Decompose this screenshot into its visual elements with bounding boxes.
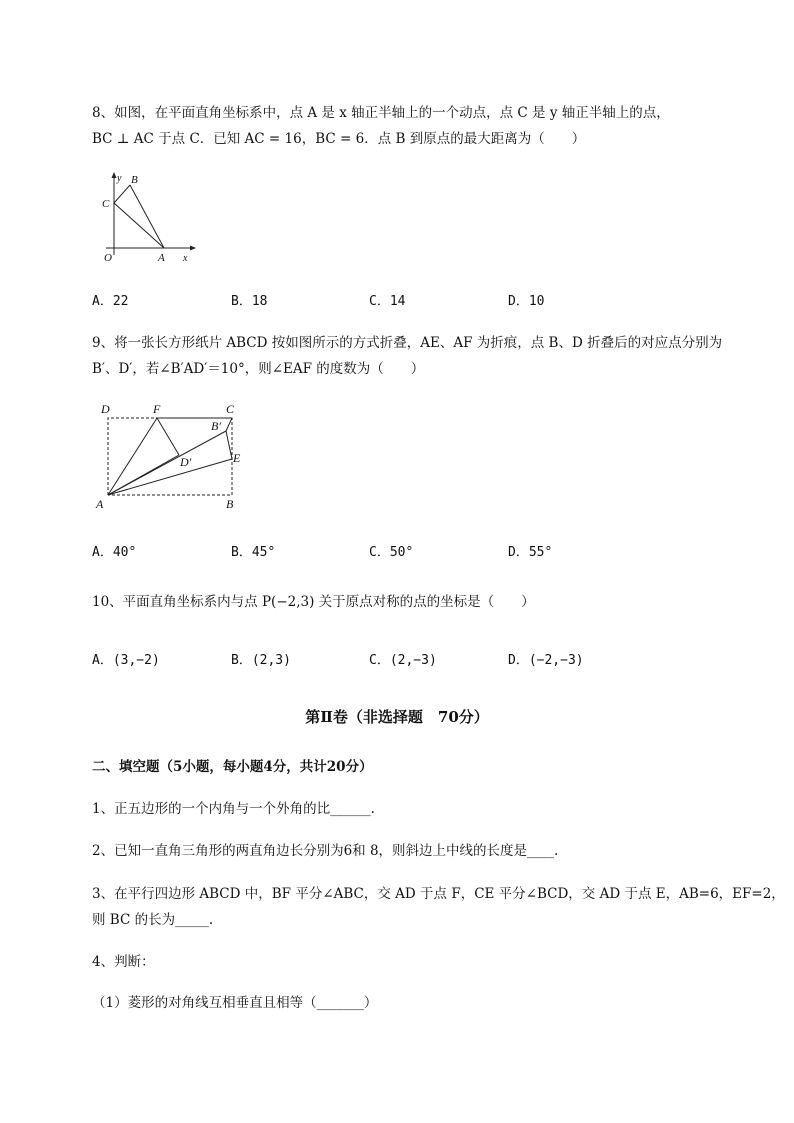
q9-option-a: A．40° bbox=[92, 545, 137, 560]
fill-question-1: 1、正五边形的一个内角与一个外角的比______. bbox=[92, 801, 375, 817]
q9-label-d: D bbox=[101, 402, 110, 416]
q8-label-x: x bbox=[183, 253, 188, 264]
q9-fold-ae bbox=[108, 459, 232, 495]
q9-label-d-prime: D′ bbox=[180, 455, 192, 469]
q9-text-line1: 9、将一张长方形纸片 ABCD 按如图所示的方式折叠，AE、AF 为折痕，点 B、D 折叠后的对应点分别为 bbox=[92, 335, 723, 351]
q8-option-c: C．14 bbox=[369, 294, 406, 309]
q10-option-b: B．(2,3) bbox=[231, 653, 291, 668]
q8-figure bbox=[96, 170, 206, 265]
fill-in-section-heading: 二、填空题（5小题，每小题4分，共计20分） bbox=[92, 759, 373, 775]
q9-option-b: B．45° bbox=[231, 545, 276, 560]
q9-label-a: A bbox=[96, 497, 104, 511]
q9-option-d: D．55° bbox=[508, 545, 553, 560]
q8-label-y: y bbox=[117, 173, 122, 184]
q8-option-a: A．22 bbox=[92, 294, 129, 309]
q9-label-e: E bbox=[233, 451, 241, 465]
q8-label-c: C bbox=[102, 198, 110, 210]
q10-option-d: D．(−2,−3) bbox=[508, 653, 584, 668]
fill-question-3-line2: 则 BC 的长为_____. bbox=[92, 912, 214, 928]
q9-line-fd-prime bbox=[157, 418, 179, 455]
q10-option-c: C．(2,−3) bbox=[369, 653, 437, 668]
q8-option-b: B．18 bbox=[231, 294, 268, 309]
part2-title: 第Ⅱ卷（非选择题 70分） bbox=[305, 708, 489, 726]
q9-fold-af bbox=[108, 418, 157, 495]
q10-option-a: A．(3,−2) bbox=[92, 653, 160, 668]
q8-y-arrow-icon bbox=[112, 172, 117, 178]
q8-segment-ba bbox=[130, 185, 164, 248]
q8-label-b: B bbox=[131, 174, 138, 186]
q9-figure bbox=[90, 398, 250, 513]
q9-option-c: C．50° bbox=[369, 545, 414, 560]
q8-label-o: O bbox=[104, 252, 112, 264]
q9-label-b-prime: B′ bbox=[211, 419, 221, 433]
q10-text-line1: 10、平面直角坐标系内与点 P(−2,3) 关于原点对称的点的坐标是（ ） bbox=[92, 594, 535, 610]
q9-line-ad-prime bbox=[108, 455, 179, 495]
fill-question-2: 2、已知一直角三角形的两直角边长分别为6和 8，则斜边上中线的长度是____. bbox=[92, 843, 559, 859]
q9-line-b-prime-e bbox=[226, 431, 232, 459]
q8-segment-cb bbox=[114, 185, 130, 203]
q8-text-line1: 8、如图，在平面直角坐标系中，点 A 是 x 轴正半轴上的一个动点，点 C 是 y 轴正半轴上的点， bbox=[92, 105, 670, 121]
fill-question-3-line1: 3、在平行四边形 ABCD 中，BF 平分∠ABC，交 AD 于点 F，CE 平分∠BCD，交 AD 于点 E，AB=6，EF=2， bbox=[92, 886, 785, 902]
q8-text-line2: BC ⊥ AC 于点 C．已知 AC = 16，BC = 6．点 B 到原点的最大距离为（ ） bbox=[92, 131, 586, 147]
q9-line-cb-prime bbox=[226, 418, 232, 431]
q8-option-d: D．10 bbox=[508, 294, 545, 309]
q9-text-line2: B′、D′，若∠B′AD′＝10°，则∠EAF 的度数为（ ） bbox=[92, 361, 425, 377]
q8-x-arrow-icon bbox=[190, 246, 196, 251]
q9-label-b: B bbox=[226, 497, 234, 511]
q9-label-c: C bbox=[226, 402, 235, 416]
fill-question-4-item-1: （1）菱形的对角线互相垂直且相等（_______） bbox=[92, 995, 378, 1011]
q8-label-a: A bbox=[158, 252, 165, 264]
fill-question-4: 4、判断： bbox=[92, 954, 155, 970]
q9-label-f: F bbox=[153, 402, 161, 416]
q8-segment-ca bbox=[114, 203, 164, 248]
